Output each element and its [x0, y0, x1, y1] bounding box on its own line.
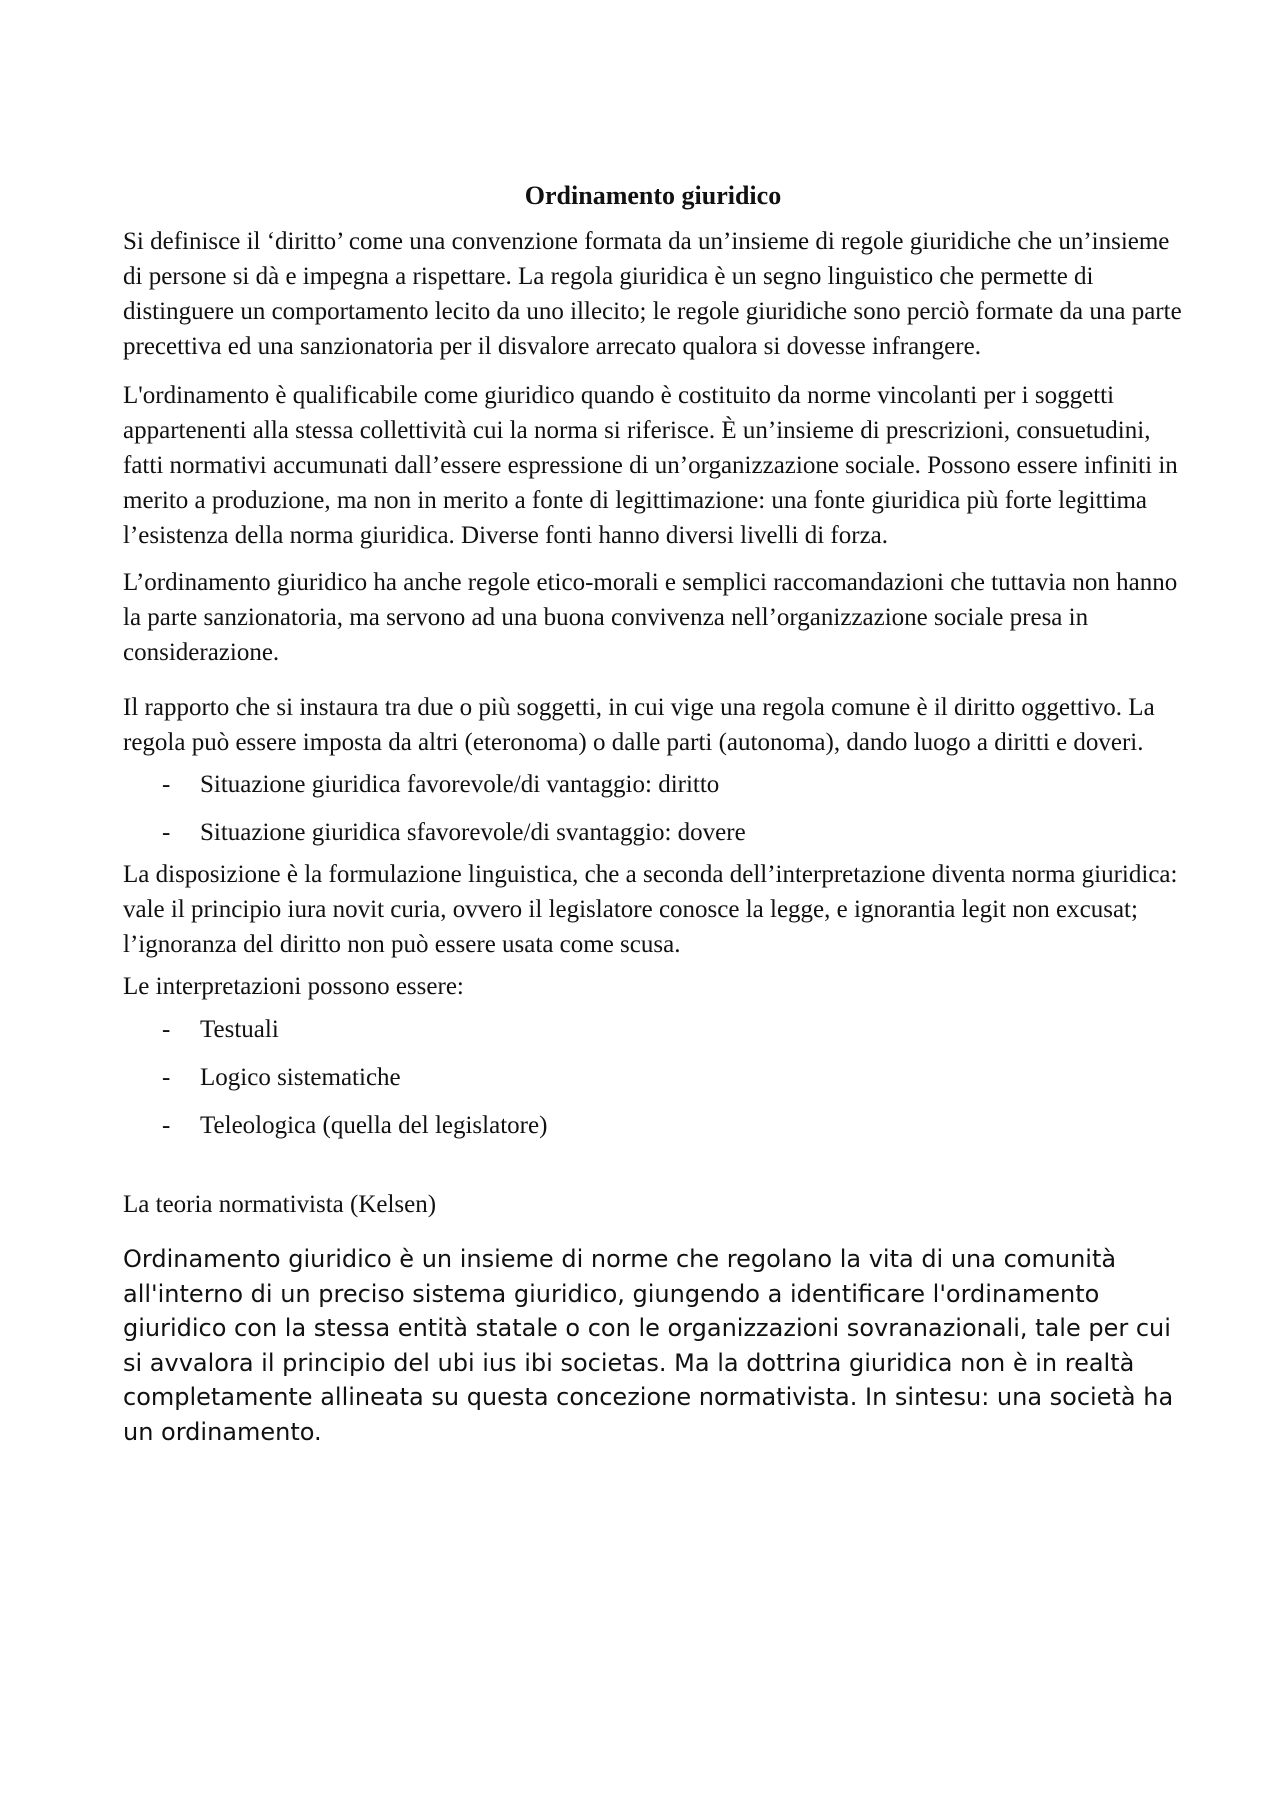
paragraph-interpretazioni-intro: Le interpretazioni possono essere:: [123, 973, 464, 1000]
list-item-text: Teleologica (quella del legislatore): [200, 1112, 548, 1139]
paragraph-disposizione: La disposizione è la formulazione linguistica, che a seconda dell’interpretazione diventa norma giuridica: vale il principio iura novit curia, ovvero il legislatore conosce la legge, e ignorantia legit non excusat; l’ignoranza del diritto non può essere usata come scusa.: [123, 861, 1178, 958]
list-item-text: Situazione giuridica favorevole/di vantaggio: diritto: [200, 771, 720, 798]
list-item: [123, 815, 1183, 850]
list-item: [123, 1012, 1183, 1047]
dash-bullet: -: [162, 819, 171, 846]
list-interpretazioni: [123, 1012, 1183, 1143]
list-item: [123, 1060, 1183, 1095]
paragraph-rapporto-soggetti: Il rapporto che si instaura tra due o più soggetti, in cui vige una regola comune è il diritto oggettivo. La regola può essere imposta da altri (eteronoma) o dalle parti (autonoma), dando luogo a diritti e doveri.: [123, 694, 1155, 756]
document-title: Ordinamento giuridico: [524, 181, 782, 210]
paragraph-definizione-diritto: Si definisce il ‘diritto’ come una convenzione formata da un’insieme di regole giuridiche che un’insieme di persone si dà e impegna a rispettare. La regola giuridica è un segno linguistico che permette di distinguere un comportamento lecito da uno illecito; le regole giuridiche sono perciò formate da una parte precettiva ed una sanzionatoria per il disvalore arrecato qualora si dovesse infrangere.: [123, 228, 1182, 360]
list-item: [123, 1108, 1183, 1143]
dash-bullet: -: [162, 1112, 171, 1139]
dash-bullet: -: [162, 1016, 171, 1043]
dash-bullet: -: [162, 771, 171, 798]
dash-bullet: -: [162, 1064, 171, 1091]
list-item: [123, 767, 1183, 802]
paragraph-ordinamento-qualificabile: L'ordinamento è qualificabile come giuridico quando è costituito da norme vincolanti per i soggetti appartenenti alla stessa collettività cui la norma si riferisce. È un’insieme di prescrizioni, consuetudini, fatti normativi accumunati dall’essere espressione di un’organizzazione sociale. Possono essere infiniti in merito a produzione, ma non in merito a fonte di legittimazione: una fonte giuridica più forte legittima l’esistenza della norma giuridica. Diverse fonti hanno diversi livelli di forza.: [123, 382, 1178, 549]
list-item-text: Testuali: [200, 1016, 279, 1043]
list-item-text: Situazione giuridica sfavorevole/di svantaggio: dovere: [200, 819, 746, 846]
paragraph-regole-etico-morali: L’ordinamento giuridico ha anche regole etico-morali e semplici raccomandazioni che tuttavia non hanno la parte sanzionatoria, ma servono ad una buona convivenza nell’organizzazione sociale presa in considerazione.: [123, 569, 1178, 666]
paragraph-teoria-normativista: Ordinamento giuridico è un insieme di norme che regolano la vita di una comunità all'interno di un preciso sistema giuridico, giungendo a identificare l'ordinamento giuridico con la stessa entità statale o con le organizzazioni sovranazionali, tale per cui si avvalora il principio del ubi ius ibi societas. Ma la dottrina giuridica non è in realtà completamente allineata su questa concezione normativista. In sintesu: una società ha un ordinamento.: [123, 1245, 1174, 1446]
list-situazioni-giuridiche: [123, 767, 1183, 850]
document-body: [123, 176, 1183, 1449]
list-item-text: Logico sistematiche: [200, 1064, 401, 1091]
section-subheading: La teoria normativista (Kelsen): [123, 1191, 437, 1218]
